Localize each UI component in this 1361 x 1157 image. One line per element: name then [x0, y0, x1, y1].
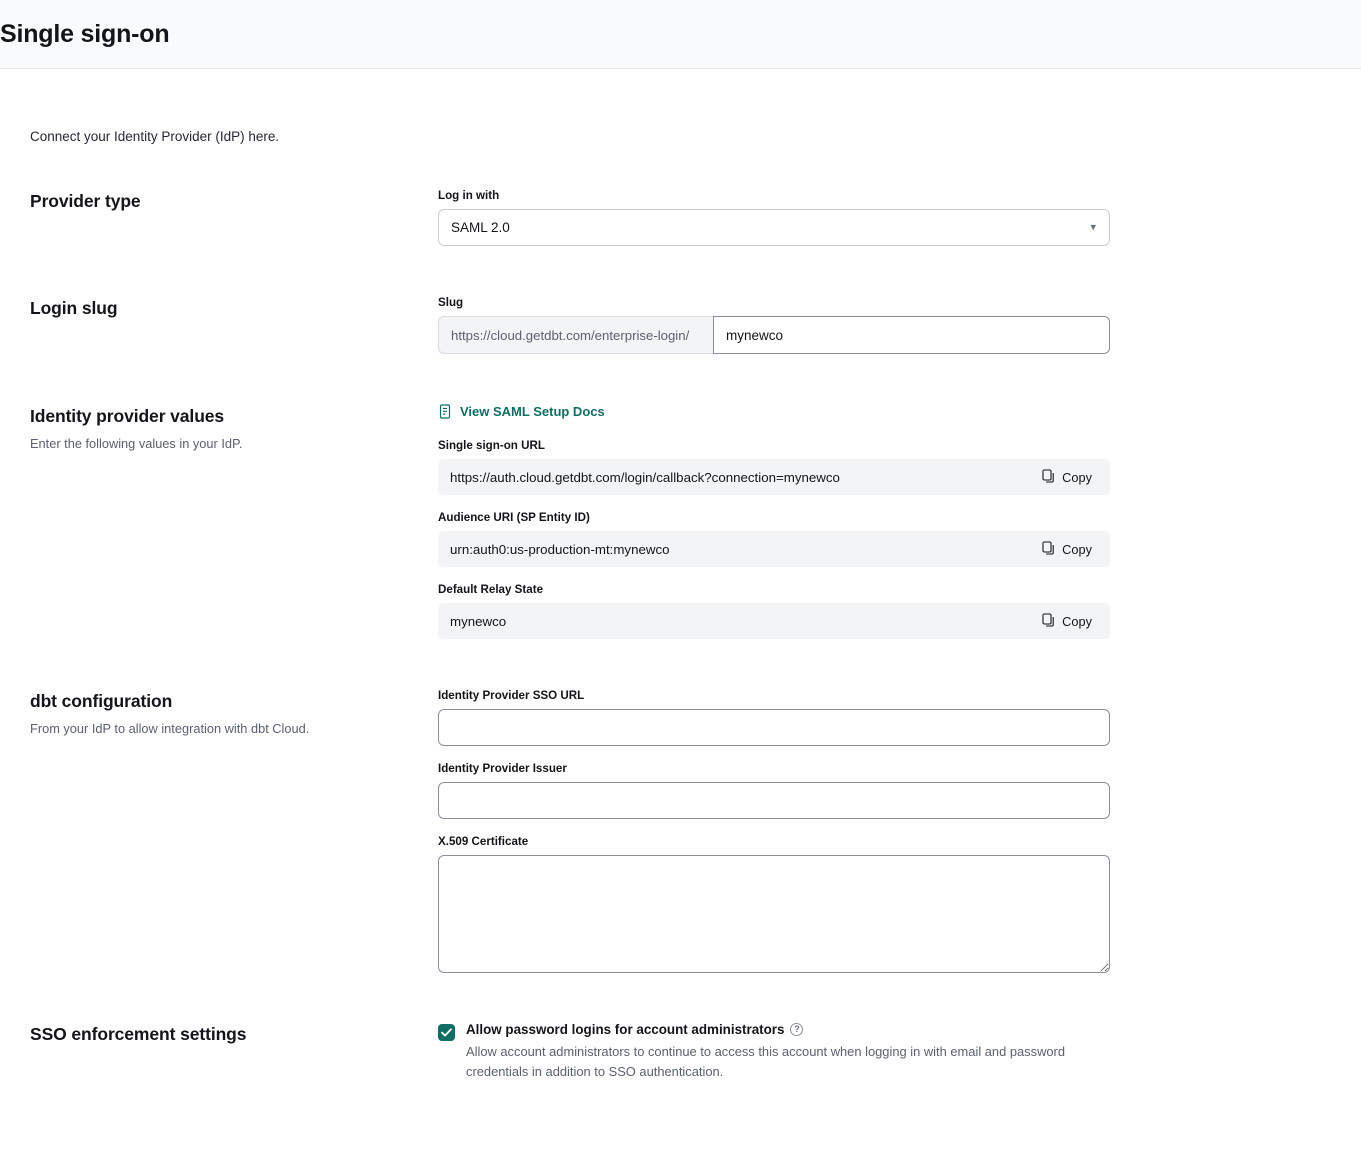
provider-type-select[interactable]	[438, 209, 1110, 246]
slug-input-group	[438, 316, 1110, 354]
audience-uri-value: urn:auth0:us-production-mt:mynewco	[450, 541, 670, 557]
copy-label: Copy	[1062, 541, 1092, 557]
allow-password-logins-description: Allow account administrators to continue to access this account when logging in with email and password credentials in addition to SSO authentication.	[466, 1044, 1066, 1079]
default-relay-state-value: mynewco	[450, 613, 507, 629]
x509-certificate-textarea[interactable]	[438, 855, 1110, 973]
section-idp-values-header	[30, 404, 438, 453]
section-login-slug-body	[438, 296, 1331, 354]
idp-value-field	[438, 511, 1331, 567]
section-dbt-configuration	[30, 689, 1331, 994]
idp-value-field	[438, 439, 1331, 495]
section-login-slug	[30, 296, 1331, 354]
idp-value-field	[438, 583, 1331, 639]
slug-label: Slug	[438, 296, 464, 309]
section-idp-values-body	[438, 404, 1331, 655]
section-title: Provider type	[30, 191, 141, 211]
copy-button[interactable]	[1042, 541, 1098, 558]
default-relay-state-label: Default Relay State	[438, 583, 544, 596]
copy-label: Copy	[1062, 613, 1092, 629]
idp-issuer-input[interactable]	[438, 782, 1110, 819]
section-identity-provider-values	[30, 404, 1331, 655]
x509-certificate-group	[438, 835, 1331, 978]
view-saml-setup-docs-link[interactable]	[438, 404, 605, 419]
intro-text: Connect your Identity Provider (IdP) here.	[30, 129, 280, 144]
sso-url-value: https://auth.cloud.getdbt.com/login/callback?connection=mynewco	[450, 469, 840, 485]
provider-type-select-wrap	[438, 209, 1110, 246]
provider-type-selected-value: SAML 2.0	[451, 220, 510, 235]
view-saml-setup-docs-label: View SAML Setup Docs	[460, 404, 605, 419]
allow-password-logins-checkbox[interactable]	[438, 1024, 455, 1041]
allow-password-logins-label: Allow password logins for account administrators	[466, 1022, 785, 1037]
section-provider-type-header	[30, 189, 438, 212]
allow-password-logins-text	[466, 1022, 1091, 1082]
sso-url-readonly	[438, 459, 1110, 495]
section-provider-type-body	[438, 189, 1331, 246]
allow-password-logins-row	[438, 1022, 1331, 1082]
idp-issuer-group	[438, 762, 1331, 819]
idp-sso-url-group	[438, 689, 1331, 746]
section-subtitle: From your IdP to allow integration with dbt Cloud.	[30, 721, 310, 736]
sso-url-label: Single sign-on URL	[438, 439, 545, 452]
section-dbt-config-header	[30, 689, 438, 738]
default-relay-state-readonly	[438, 603, 1110, 639]
copy-button[interactable]	[1042, 469, 1098, 486]
copy-icon	[1042, 469, 1055, 486]
allow-password-logins-title-row	[466, 1022, 1091, 1037]
section-login-slug-header	[30, 296, 438, 319]
section-sso-enforcement	[30, 1022, 1331, 1082]
copy-label: Copy	[1062, 469, 1092, 485]
section-title: Identity provider values	[30, 406, 225, 426]
slug-input[interactable]	[713, 316, 1110, 354]
section-title: SSO enforcement settings	[30, 1024, 247, 1044]
section-subtitle: Enter the following values in your IdP.	[30, 436, 243, 451]
copy-icon	[1042, 541, 1055, 558]
login-with-label: Log in with	[438, 189, 500, 202]
page-title: Single sign-on	[0, 19, 170, 48]
slug-prefix: https://cloud.getdbt.com/enterprise-login/	[438, 316, 713, 354]
audience-uri-label: Audience URI (SP Entity ID)	[438, 511, 590, 524]
chevron-down-icon: ▾	[1090, 221, 1096, 233]
document-icon	[438, 404, 452, 419]
copy-button[interactable]	[1042, 613, 1098, 630]
settings-content	[0, 129, 1361, 1082]
copy-icon	[1042, 613, 1055, 630]
section-provider-type	[30, 189, 1331, 246]
page-header	[0, 0, 1361, 69]
info-icon[interactable]: ?	[790, 1023, 803, 1036]
section-dbt-config-body	[438, 689, 1331, 994]
x509-certificate-label: X.509 Certificate	[438, 835, 529, 848]
idp-issuer-label: Identity Provider Issuer	[438, 762, 567, 775]
section-title: dbt configuration	[30, 691, 173, 711]
idp-sso-url-label: Identity Provider SSO URL	[438, 689, 585, 702]
section-sso-enforcement-header	[30, 1022, 438, 1045]
idp-sso-url-input[interactable]	[438, 709, 1110, 746]
section-title: Login slug	[30, 298, 118, 318]
audience-uri-readonly	[438, 531, 1110, 567]
section-sso-enforcement-body	[438, 1022, 1331, 1082]
